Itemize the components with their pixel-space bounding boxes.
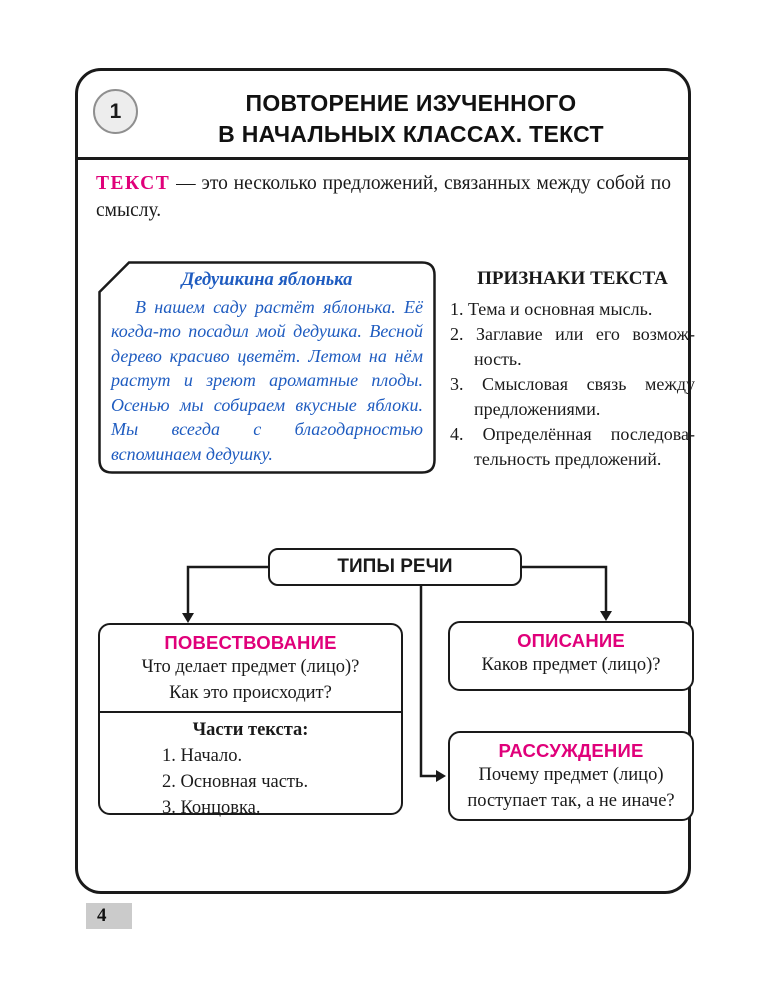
reasoning-box: [448, 731, 694, 821]
features-title: ПРИЗНАКИ ТЕКСТА: [477, 268, 668, 289]
page-title-line1: ПОВТОРЕНИЕ ИЗУЧЕННОГО: [245, 90, 577, 116]
reasoning-title: РАССУЖДЕНИЕ: [498, 740, 644, 761]
definition-text: — это несколько предложений, связанных между собой по смыслу.: [96, 173, 671, 221]
reasoning-question-1: Почему предмет (лицо): [478, 765, 664, 785]
header-divider: [78, 157, 688, 160]
narration-question-1: Что делает предмет (лицо)?: [141, 657, 360, 677]
example-text-box: [98, 261, 436, 474]
feature-item-4: 4. Определённая последовательность предложений.: [450, 424, 695, 469]
narration-question-2: Как это происходит?: [169, 683, 332, 703]
section-number: 1: [109, 99, 122, 123]
section-number-badge: [93, 89, 138, 134]
example-content: [98, 261, 436, 466]
definition-term: ТЕКСТ: [96, 173, 171, 194]
text-part-3: 3. Концовка.: [162, 798, 261, 818]
text-part-2: 2. Основная часть.: [162, 772, 309, 792]
text-parts-list: [162, 743, 401, 821]
page-title: [138, 88, 684, 150]
narration-title: ПОВЕСТВОВАНИЕ: [164, 632, 337, 653]
speech-types-box: [268, 548, 522, 586]
text-part-1: 1. Начало.: [162, 746, 243, 766]
description-box: [448, 621, 694, 691]
feature-item-2: 2. Заглавие или его возможность.: [450, 324, 695, 369]
speech-types-label: ТИПЫ РЕЧИ: [337, 556, 453, 577]
narration-box: [98, 623, 403, 818]
example-title: Дедушкина яблонька: [181, 270, 353, 290]
definition-paragraph: [96, 170, 671, 224]
description-question: Каков предмет (лицо)?: [481, 655, 661, 675]
text-parts-title: Части текста:: [192, 720, 309, 740]
example-body: В нашем саду растёт яблонька. Её когда-то посадил мой дедушка. Весной дерево красиво цветёт. Летом на нём растут и зреют ароматные плоды. Осенью мы собираем вкусные яблоки. Мы всегда с благодарностью вспоминаем дедушку.: [111, 296, 423, 464]
page-number: 4: [97, 905, 107, 926]
reasoning-question-2: поступает так, а не иначе?: [467, 791, 675, 811]
page-number-tab: [86, 903, 132, 929]
narration-divider: [100, 711, 401, 713]
page-title-line2: В НАЧАЛЬНЫХ КЛАССАХ. ТЕКСТ: [218, 121, 604, 147]
feature-item-1: 1. Тема и основная мысль.: [450, 299, 653, 319]
page-frame: [75, 68, 695, 894]
feature-item-3: 3. Смысловая связь между предложениями.: [450, 374, 695, 419]
text-features-section: [450, 268, 695, 472]
description-title: ОПИСАНИЕ: [517, 630, 625, 651]
